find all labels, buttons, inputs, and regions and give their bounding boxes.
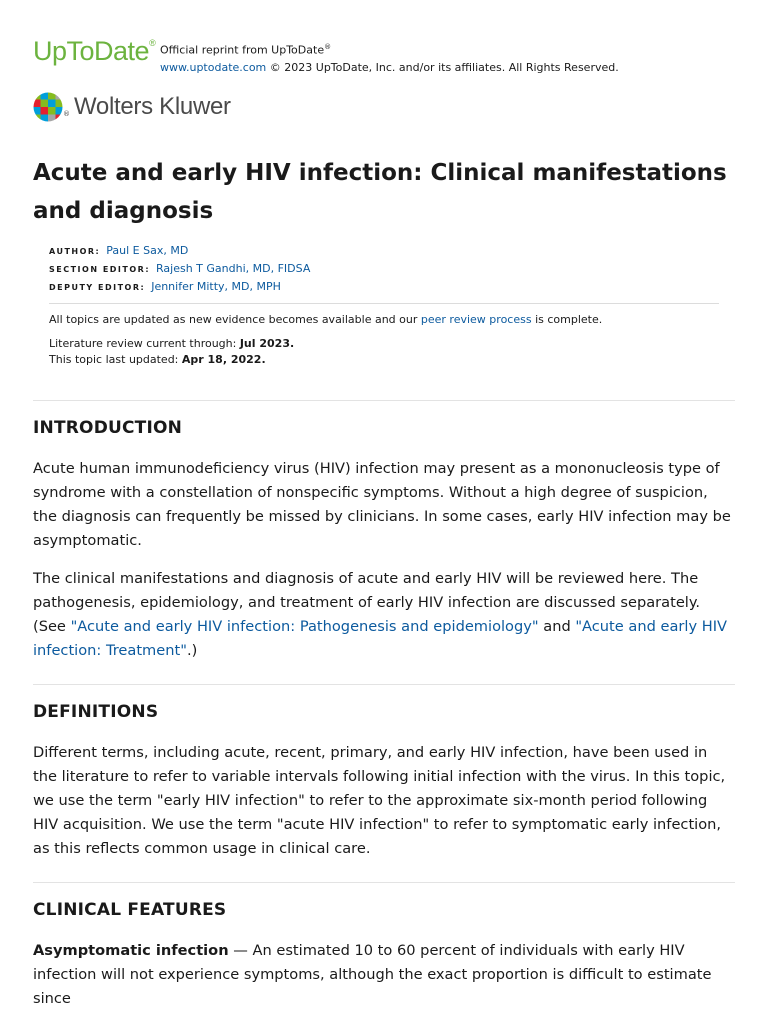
peer-review-link[interactable]: peer review process xyxy=(420,313,532,326)
pathogenesis-topic-link[interactable]: "Acute and early HIV infection: Pathogenesis and epidemiology" xyxy=(70,618,539,635)
copyright-line xyxy=(160,59,619,76)
copyright-text: © 2023 UpToDate, Inc. and/or its affiliates. All Rights Reserved. xyxy=(266,60,619,74)
uptodate-site-link[interactable]: www.uptodate.com xyxy=(160,60,267,74)
uptodate-logo-text: UpToDate xyxy=(33,36,150,66)
definitions-heading: DEFINITIONS xyxy=(33,702,159,722)
last-updated-date: Apr 18, 2022. xyxy=(181,353,266,366)
update-note xyxy=(49,312,719,328)
section-divider xyxy=(33,400,735,401)
author-label: AUTHOR: xyxy=(49,247,101,256)
author-row xyxy=(49,242,719,260)
treatment-topic-link[interactable]: "Acute and early HIV infection: Treatment" xyxy=(33,618,728,659)
section-divider xyxy=(33,882,735,883)
last-updated-label: This topic last updated: xyxy=(49,353,182,366)
author-link[interactable]: Paul E Sax, MD xyxy=(106,244,189,257)
wolters-kluwer-wordmark: Wolters Kluwer xyxy=(74,93,231,120)
deputy-editor-row xyxy=(49,278,719,296)
introduction-paragraph-1: Acute human immunodeficiency virus (HIV) infection may present as a mononucleosis type of syndrome with a constellation of nonspecific symptoms. Without a high degree of suspicion, the diagnosis can frequently be missed by clinicians. In some cases, early HIV infection may be asymptomatic. xyxy=(33,460,731,549)
wolters-kluwer-logo xyxy=(33,92,231,122)
intro-p2-mid: and xyxy=(538,618,576,635)
lit-review-date: Jul 2023. xyxy=(239,337,295,350)
reprint-text: Official reprint from UpToDate xyxy=(160,43,325,57)
introduction-paragraph-2 xyxy=(33,567,735,663)
update-note-pre: All topics are updated as new evidence becomes available and our xyxy=(49,313,421,326)
review-dates xyxy=(49,336,719,368)
meta-divider xyxy=(49,303,719,304)
intro-p2-post: .) xyxy=(186,642,198,659)
update-note-post: is complete. xyxy=(531,313,603,326)
last-updated-line xyxy=(49,352,719,368)
wolters-kluwer-globe-icon xyxy=(33,92,63,122)
article-meta xyxy=(49,242,719,368)
deputy-editor-label: DEPUTY EDITOR: xyxy=(49,283,146,292)
asymptomatic-infection-subheading: Asymptomatic infection xyxy=(33,942,229,959)
uptodate-logo-reg: ® xyxy=(149,38,156,48)
introduction-heading: INTRODUCTION xyxy=(33,418,183,438)
reprint-line xyxy=(160,39,619,59)
reprint-reg: ® xyxy=(324,43,332,51)
section-editor-label: SECTION EDITOR: xyxy=(49,265,151,274)
reprint-info xyxy=(160,39,619,76)
uptodate-logo xyxy=(33,36,155,67)
clinical-features-heading: CLINICAL FEATURES xyxy=(33,900,227,920)
section-divider xyxy=(33,684,735,685)
clinical-features-paragraph xyxy=(33,939,735,1011)
intro-p2-pre: The clinical manifestations and diagnosis of acute and early HIV will be reviewed here. The pathogenesis, epidemiology, and treatment of early HIV infection are discussed separately. (See xyxy=(33,570,701,635)
article-title: Acute and early HIV infection: Clinical manifestations and diagnosis xyxy=(33,160,727,224)
section-editor-row xyxy=(49,260,719,278)
lit-review-label: Literature review current through: xyxy=(49,337,240,350)
lit-review-line xyxy=(49,336,719,352)
wolters-kluwer-reg: ® xyxy=(63,110,70,118)
clinical-features-text: — An estimated 10 to 60 percent of individuals with early HIV infection will not experience symptoms, although the exact proportion is difficult to estimate since xyxy=(33,942,712,1007)
deputy-editor-link[interactable]: Jennifer Mitty, MD, MPH xyxy=(151,280,281,293)
section-editor-link[interactable]: Rajesh T Gandhi, MD, FIDSA xyxy=(156,262,311,275)
definitions-paragraph: Different terms, including acute, recent, primary, and early HIV infection, have been used in the literature to refer to variable intervals following initial infection with the virus. In this topic, we use the term "early HIV infection" to refer to the approximate six-month period following HIV acquisition. We use the term "acute HIV infection" to refer to symptomatic early infection, as this reflects common usage in clinical care. xyxy=(33,744,726,857)
